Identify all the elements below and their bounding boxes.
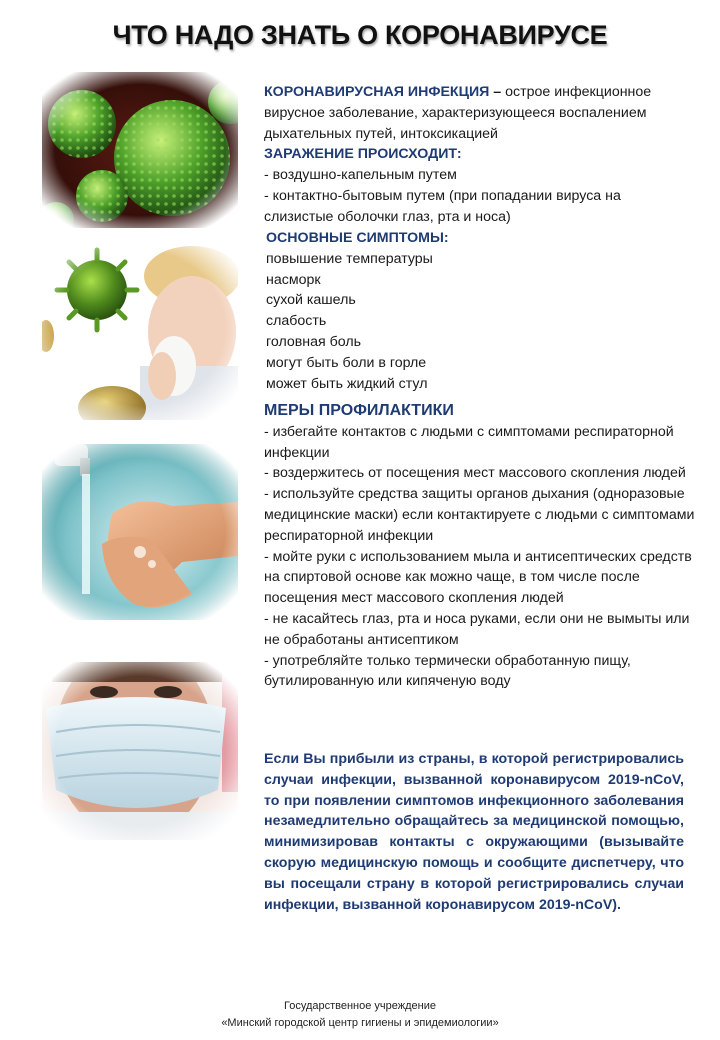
sick-woman-photo [42, 236, 238, 420]
infection-heading: ЗАРАЖЕНИЕ ПРОИСХОДИТ: [264, 146, 462, 163]
prevention-item: - используйте средства защиты органов дыхания (одноразовые медицинские маски) если контактируете с людьми с симптомами респираторной инфекции [264, 486, 695, 544]
symptoms-section [266, 228, 686, 394]
hand-washing-photo [42, 444, 238, 620]
symptoms-heading: ОСНОВНЫЕ СИМПТОМЫ: [266, 230, 449, 246]
symptom-item: слабость [266, 313, 327, 330]
footer-institution-name: «Минский городской центр гигиены и эпидемиологии» [221, 1017, 499, 1029]
virus-photo [42, 72, 238, 228]
symptom-item: сухой кашель [266, 292, 356, 309]
intro-section [264, 82, 694, 228]
intro-text: острое инфекционное вирусное заболевание, характеризующееся воспалением дыхательных путей, интоксикацией [264, 84, 652, 142]
symptom-item: может быть жидкий стул [266, 375, 428, 392]
prevention-item: - воздержитесь от посещения мест массового скопления людей [264, 465, 686, 482]
prevention-item: - употребляйте только термически обработанную пищу, бутилированную или кипяченую воду [264, 652, 631, 690]
footer-institution-type: Государственное учреждение [283, 1000, 437, 1012]
intro-dash: – [489, 84, 506, 100]
symptom-item: головная боль [266, 333, 362, 350]
page-title: ЧТО НАДО ЗНАТЬ О КОРОНАВИРУСЕ [112, 20, 608, 50]
prevention-section [264, 401, 708, 692]
infection-item: - контактно-бытовым путем (при попадании вируса на слизистые оболочки глаз, рта и носа) [264, 187, 621, 225]
prevention-heading: МЕРЫ ПРОФИЛАКТИКИ [264, 402, 454, 419]
infection-item: - воздушно-капельным путем [264, 167, 457, 184]
symptom-item: повышение температуры [266, 250, 433, 267]
symptom-item: насморк [266, 271, 321, 288]
intro-term: КОРОНАВИРУСНАЯ ИНФЕКЦИЯ [264, 84, 490, 100]
medical-mask-photo [42, 662, 238, 840]
prevention-item: - избегайте контактов с людьми с симптомами респираторной инфекции [264, 423, 674, 461]
prevention-item: - не касайтесь глаз, рта и носа руками, если они не вымыты или не обработаны антисептиком [264, 610, 690, 648]
symptom-item: могут быть боли в горле [266, 354, 427, 371]
footer [0, 998, 720, 1032]
intro-definition [264, 82, 694, 144]
prevention-item: - мойте руки с использованием мыла и антисептических средств на спиртовой основе как можно чаще, в том числе после посещения мест массового скопления людей [264, 548, 692, 607]
traveler-notice: Если Вы прибыли из страны, в которой регистрировались случаи инфекции, вызванной коронавирусом 2019-nCoV, то при появлении симптомов инфекционного заболевания незамедлительно обращайтесь за медицинской помощью, минимизировав контакты с окружающими (вызывайте скорую медицинскую помощь и сообщите диспетчеру, что вы посещали страну в которой регистрировались случаи инфекции, вызванной коронавирусом 2019-nCoV). [264, 751, 684, 913]
